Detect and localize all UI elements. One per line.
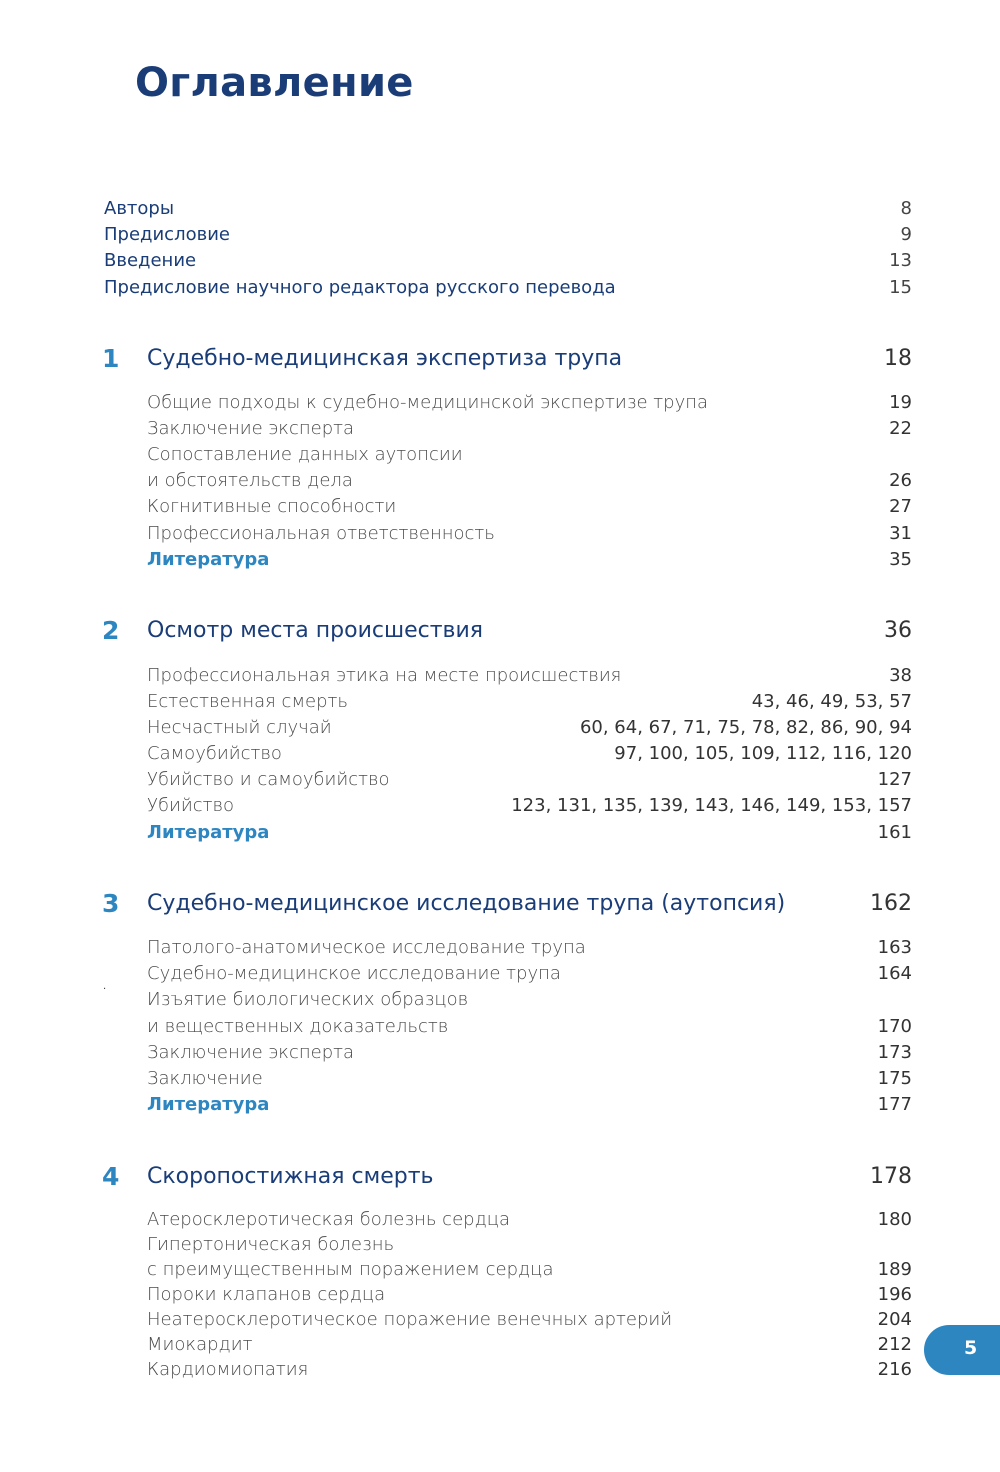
toc-page: 216 bbox=[877, 1359, 912, 1380]
chapter-title: Скоропостижная смерть bbox=[147, 1164, 434, 1189]
references-label: Литература bbox=[147, 1094, 270, 1115]
chapter-heading-3[interactable] bbox=[0, 887, 1000, 921]
toc-page: 180 bbox=[877, 1209, 912, 1230]
toc-entry-editor-preface[interactable] bbox=[0, 275, 1000, 301]
toc-page: 164 bbox=[877, 963, 912, 984]
toc-page: 15 bbox=[889, 277, 912, 298]
toc-label: Убийство и самоубийство bbox=[147, 769, 390, 790]
toc-label: Убийство bbox=[147, 795, 235, 816]
toc-item[interactable] bbox=[0, 1257, 1000, 1283]
toc-label: и обстоятельств дела bbox=[147, 470, 353, 491]
toc-label: Атеросклеротическая болезнь сердца bbox=[147, 1209, 511, 1230]
page-number-tab bbox=[924, 1325, 1000, 1375]
toc-page: 196 bbox=[877, 1284, 912, 1305]
toc-label: Неатеросклеротическое поражение венечных артерий bbox=[147, 1309, 673, 1330]
toc-item[interactable] bbox=[0, 416, 1000, 442]
toc-item[interactable] bbox=[0, 494, 1000, 520]
toc-page: 163 bbox=[877, 937, 912, 958]
toc-label: Введение bbox=[104, 250, 197, 271]
toc-label: Пороки клапанов сердца bbox=[147, 1284, 386, 1305]
chapter-heading-1[interactable] bbox=[0, 342, 1000, 376]
chapter-heading-4[interactable] bbox=[0, 1160, 1000, 1194]
toc-page: 204 bbox=[877, 1309, 912, 1330]
toc-page: 9 bbox=[900, 224, 912, 245]
toc-page: 38 bbox=[889, 665, 912, 686]
references-label: Литература bbox=[147, 822, 270, 843]
toc-item[interactable] bbox=[0, 1332, 1000, 1358]
toc-page: 35 bbox=[889, 549, 912, 570]
toc-page: 26 bbox=[889, 470, 912, 491]
chapter-page: 162 bbox=[870, 891, 912, 916]
toc-item[interactable] bbox=[0, 961, 1000, 987]
toc-item[interactable] bbox=[0, 767, 1000, 793]
toc-page: 27 bbox=[889, 496, 912, 517]
toc-page: 60, 64, 67, 71, 75, 78, 82, 86, 90, 94 bbox=[579, 717, 912, 738]
chapter-title: Осмотр места происшествия bbox=[147, 618, 484, 643]
toc-item[interactable] bbox=[0, 663, 1000, 689]
toc-entry-introduction[interactable] bbox=[0, 248, 1000, 274]
toc-label: Судебно-медицинское исследование трупа bbox=[147, 963, 561, 984]
toc-entry-authors[interactable] bbox=[0, 196, 1000, 222]
toc-label: Общие подходы к судебно-медицинской экспертизе трупа bbox=[147, 392, 709, 413]
toc-entry-preface[interactable] bbox=[0, 222, 1000, 248]
toc-item[interactable] bbox=[0, 793, 1000, 819]
toc-item[interactable] bbox=[0, 1040, 1000, 1066]
toc-item[interactable] bbox=[0, 987, 1000, 1013]
toc-item[interactable] bbox=[0, 715, 1000, 741]
chapter-heading-2[interactable] bbox=[0, 614, 1000, 648]
toc-label: Несчастный случай bbox=[147, 717, 332, 738]
toc-references[interactable] bbox=[0, 547, 1000, 573]
toc-item[interactable] bbox=[0, 1066, 1000, 1092]
toc-item[interactable] bbox=[0, 442, 1000, 468]
toc-page: 170 bbox=[877, 1016, 912, 1037]
toc-label: Кардиомиопатия bbox=[147, 1359, 309, 1380]
toc-label: Предисловие bbox=[104, 224, 230, 245]
toc-label: Когнитивные способности bbox=[147, 496, 397, 517]
toc-page: 43, 46, 49, 53, 57 bbox=[751, 691, 912, 712]
chapter-title: Судебно-медицинская экспертиза трупа bbox=[147, 346, 623, 371]
chapter-number: 4 bbox=[102, 1162, 120, 1191]
toc-label: Патолого-анатомическое исследование трупа bbox=[147, 937, 586, 958]
toc-page: 123, 131, 135, 139, 143, 146, 149, 153, 157 bbox=[511, 795, 912, 816]
toc-label: Профессиональная ответственность bbox=[147, 523, 495, 544]
chapter-number: 3 bbox=[102, 889, 120, 918]
toc-label: Естественная смерть bbox=[147, 691, 349, 712]
toc-label: Самоубийство bbox=[147, 743, 282, 764]
toc-label: и вещественных доказательств bbox=[147, 1016, 449, 1037]
toc-item[interactable] bbox=[0, 521, 1000, 547]
toc-page: 161 bbox=[877, 822, 912, 843]
toc-label: Заключение эксперта bbox=[147, 1042, 355, 1063]
chapter-page: 36 bbox=[884, 618, 912, 643]
toc-page: 8 bbox=[900, 198, 912, 219]
toc-page: 97, 100, 105, 109, 112, 116, 120 bbox=[614, 743, 912, 764]
toc-item[interactable] bbox=[0, 1014, 1000, 1040]
toc-page: 173 bbox=[877, 1042, 912, 1063]
page-number: 5 bbox=[964, 1337, 978, 1359]
toc-item[interactable] bbox=[0, 1232, 1000, 1258]
toc-item[interactable] bbox=[0, 390, 1000, 416]
toc-label: с преимущественным поражением сердца bbox=[147, 1259, 554, 1280]
toc-label: Профессиональная этика на месте происшествия bbox=[147, 665, 622, 686]
toc-item[interactable] bbox=[0, 468, 1000, 494]
chapter-page: 178 bbox=[870, 1164, 912, 1189]
toc-page: 22 bbox=[889, 418, 912, 439]
toc-page: 31 bbox=[889, 523, 912, 544]
chapter-number: 1 bbox=[102, 344, 120, 373]
toc-label: Предисловие научного редактора русского перевода bbox=[104, 277, 616, 298]
toc-references[interactable] bbox=[0, 820, 1000, 846]
toc-item[interactable] bbox=[0, 1307, 1000, 1333]
chapter-title: Судебно-медицинское исследование трупа (аутопсия) bbox=[147, 891, 786, 916]
toc-page: 189 bbox=[877, 1259, 912, 1280]
toc-item[interactable] bbox=[0, 741, 1000, 767]
toc-label: Сопоставление данных аутопсии bbox=[147, 444, 463, 465]
toc-label: Авторы bbox=[104, 198, 175, 219]
page-title: Оглавление bbox=[135, 60, 414, 106]
toc-item[interactable] bbox=[0, 689, 1000, 715]
toc-page: 175 bbox=[877, 1068, 912, 1089]
toc-page: 177 bbox=[877, 1094, 912, 1115]
references-label: Литература bbox=[147, 549, 270, 570]
chapter-number: 2 bbox=[102, 616, 120, 645]
toc-label: Миокардит bbox=[147, 1334, 253, 1355]
chapter-page: 18 bbox=[884, 346, 912, 371]
toc-page: 19 bbox=[889, 392, 912, 413]
toc-item[interactable] bbox=[0, 935, 1000, 961]
toc-item[interactable] bbox=[0, 1282, 1000, 1308]
toc-label: Заключение bbox=[147, 1068, 263, 1089]
toc-item[interactable] bbox=[0, 1357, 1000, 1383]
toc-label: Изъятие биологических образцов bbox=[147, 989, 469, 1010]
toc-item[interactable] bbox=[0, 1207, 1000, 1233]
toc-page: 13 bbox=[889, 250, 912, 271]
toc-page: 212 bbox=[877, 1334, 912, 1355]
toc-page: 127 bbox=[877, 769, 912, 790]
toc-label: Заключение эксперта bbox=[147, 418, 355, 439]
toc-references[interactable] bbox=[0, 1092, 1000, 1118]
toc-label: Гипертоническая болезнь bbox=[147, 1234, 395, 1255]
stray-dot: · bbox=[103, 984, 107, 995]
